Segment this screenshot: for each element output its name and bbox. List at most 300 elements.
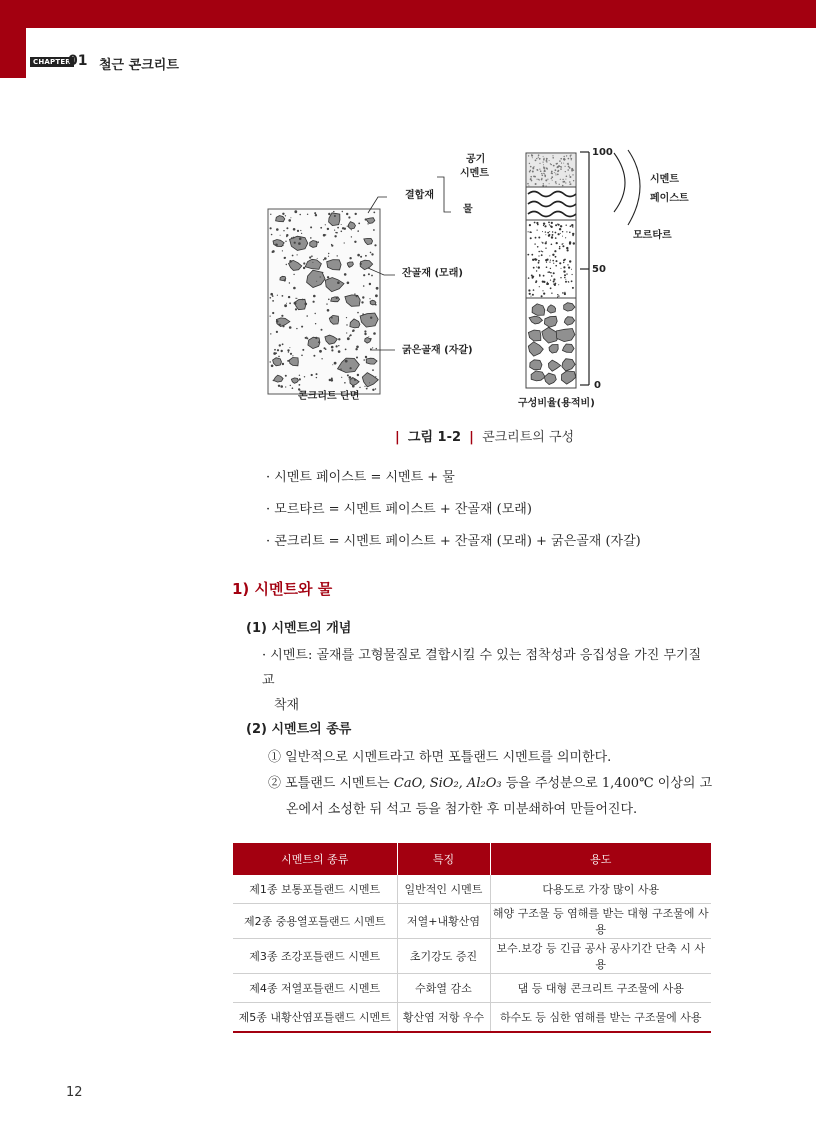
sand-grain	[370, 317, 372, 319]
sand-grain	[533, 289, 535, 291]
sand-grain	[282, 325, 284, 327]
sand-grain	[537, 246, 539, 248]
cell-feature: 수화열 감소	[397, 974, 490, 1003]
sand-grain	[553, 263, 554, 264]
sand-grain	[552, 254, 554, 256]
sand-grain	[346, 324, 347, 325]
sand-grain	[281, 315, 283, 317]
sand-grain	[315, 313, 316, 314]
sand-grain	[274, 349, 276, 351]
cement-types-table	[233, 843, 711, 1033]
sand-grain	[571, 280, 573, 282]
sand-grain	[541, 295, 543, 297]
sand-grain	[543, 225, 544, 226]
ratio-scale	[580, 152, 589, 385]
sand-grain	[559, 246, 560, 247]
caption-number: 그림 1-2	[407, 430, 462, 445]
sand-grain	[560, 263, 562, 265]
sand-grain	[540, 170, 542, 172]
sand-grain	[532, 294, 534, 296]
sand-grain	[326, 303, 327, 304]
sand-grain	[357, 230, 359, 232]
sand-grain	[562, 244, 563, 245]
sand-grain	[570, 225, 572, 227]
sand-grain	[334, 362, 337, 365]
sand-grain	[316, 373, 318, 375]
sand-grain	[336, 345, 338, 347]
sand-grain	[565, 179, 566, 180]
sand-grain	[341, 224, 342, 225]
sand-grain	[368, 273, 370, 275]
sand-grain	[569, 176, 571, 178]
sand-grain	[572, 274, 573, 275]
sand-grain	[281, 350, 283, 352]
sand-grain	[559, 160, 561, 162]
sand-grain	[543, 166, 545, 168]
sand-grain	[375, 294, 378, 297]
sand-grain	[536, 270, 537, 271]
sand-grain	[543, 159, 544, 160]
sand-grain	[542, 175, 544, 177]
sand-grain	[543, 293, 545, 295]
sand-grain	[535, 160, 537, 162]
sand-grain	[549, 262, 550, 263]
aggregate-stone	[549, 345, 558, 354]
sand-grain	[337, 255, 338, 256]
sand-grain	[543, 162, 544, 163]
sand-grain	[375, 376, 376, 377]
sand-grain	[270, 316, 271, 317]
sand-grain	[549, 224, 550, 225]
sand-grain	[555, 169, 557, 171]
sand-grain	[545, 231, 546, 232]
sand-grain	[541, 173, 542, 174]
sand-grain	[544, 225, 546, 227]
sand-grain	[313, 355, 315, 357]
sand-grain	[362, 296, 364, 298]
cement-type-items	[268, 745, 718, 823]
sand-grain	[313, 301, 315, 303]
scale-100: 100	[592, 147, 613, 158]
label-binder: 결합재	[405, 190, 434, 201]
sand-grain	[270, 297, 272, 299]
sand-grain	[549, 231, 550, 232]
sand-grain	[532, 157, 533, 158]
sand-grain	[565, 166, 566, 167]
sand-grain	[375, 304, 377, 306]
sand-grain	[371, 275, 373, 277]
sand-grain	[348, 216, 350, 218]
sand-grain	[288, 219, 291, 222]
bullet-cement-paste	[266, 466, 641, 498]
sand-grain	[548, 271, 550, 273]
sand-grain	[542, 185, 544, 187]
sand-grain	[572, 287, 574, 289]
sand-grain	[550, 287, 552, 289]
sand-grain	[350, 367, 352, 369]
sand-grain	[364, 330, 366, 332]
sand-grain	[562, 181, 564, 183]
sand-grain	[288, 296, 290, 298]
sand-grain	[541, 179, 543, 181]
sand-grain	[347, 374, 349, 376]
sand-grain	[320, 276, 321, 277]
sand-grain	[270, 214, 271, 215]
bracket-cement-paste-1: 시멘트	[650, 174, 679, 185]
cell-feature: 일반적인 시멘트	[397, 875, 490, 904]
sand-grain	[316, 281, 317, 282]
sand-grain	[551, 236, 553, 238]
sand-grain	[565, 279, 566, 280]
sand-grain	[270, 333, 271, 334]
sand-grain	[278, 385, 280, 387]
sand-grain	[289, 302, 291, 304]
sand-grain	[531, 154, 532, 155]
sand-grain	[571, 224, 573, 226]
sand-grain	[566, 247, 568, 249]
sand-grain	[538, 179, 539, 180]
sand-grain	[545, 179, 547, 181]
sand-grain	[563, 270, 565, 272]
sand-grain	[559, 248, 561, 250]
sand-grain	[543, 223, 545, 225]
sand-grain	[304, 376, 305, 377]
top-accent-bar	[0, 0, 816, 28]
sand-grain	[349, 257, 351, 259]
sand-grain	[566, 155, 567, 156]
sand-grain	[539, 158, 541, 160]
sand-grain	[547, 282, 548, 283]
sand-grain	[545, 248, 546, 249]
sand-grain	[344, 228, 346, 230]
sand-grain	[373, 332, 376, 335]
bracket-cement-paste-2: 페이스트	[650, 193, 689, 204]
header-feature: 특징	[397, 843, 490, 875]
aggregate-stone	[556, 329, 575, 342]
sand-grain	[538, 251, 540, 253]
sand-grain	[272, 300, 274, 302]
sand-grain	[539, 163, 540, 164]
sand-grain	[573, 242, 575, 244]
sand-grain	[554, 284, 556, 286]
sand-grain	[528, 155, 529, 156]
sand-grain	[560, 179, 561, 180]
sand-grain	[532, 171, 534, 173]
sand-grain	[371, 253, 373, 255]
sand-grain	[566, 231, 567, 232]
sand-grain	[315, 214, 317, 216]
sand-grain	[531, 296, 532, 297]
sand-grain	[545, 234, 546, 235]
concrete-composition-figure	[250, 140, 710, 415]
sand-grain	[282, 363, 284, 365]
sand-grain	[549, 160, 550, 161]
sand-grain	[563, 266, 565, 268]
item-2-text-b: 등을 주성분으로 1,400℃ 이상의 고	[501, 776, 713, 791]
sand-grain	[527, 254, 529, 256]
sand-grain	[537, 179, 538, 180]
sand-grain	[562, 245, 564, 247]
sand-grain	[531, 180, 533, 182]
sand-grain	[550, 260, 551, 261]
sand-grain	[544, 170, 546, 172]
sand-grain	[344, 382, 346, 384]
sand-grain	[282, 250, 283, 251]
label-cement: 시멘트	[460, 168, 489, 179]
sand-grain	[289, 260, 292, 263]
sand-grain	[555, 174, 556, 175]
sand-grain	[367, 223, 368, 224]
sand-grain	[543, 164, 544, 165]
sand-grain	[566, 176, 568, 178]
sand-grain	[572, 226, 573, 227]
sand-grain	[352, 385, 355, 388]
cell-type: 제5종 내황산염포틀랜드 시멘트	[233, 1003, 397, 1033]
sand-grain	[333, 211, 334, 212]
sand-grain	[557, 224, 558, 225]
sand-grain	[364, 386, 365, 387]
item-1: ① 일반적으로 시멘트라고 하면 포틀랜드 시멘트를 의미한다.	[268, 750, 612, 765]
sand-grain	[553, 281, 555, 283]
sand-grain	[294, 210, 297, 213]
sand-grain	[329, 379, 331, 381]
sand-grain	[566, 273, 567, 274]
sand-grain	[566, 225, 567, 226]
sand-grain	[365, 356, 367, 358]
sand-grain	[290, 217, 291, 218]
item-2	[268, 771, 718, 797]
sand-grain	[552, 235, 553, 236]
sand-grain	[553, 165, 555, 167]
sand-grain	[346, 317, 347, 318]
sand-grain	[528, 185, 529, 186]
sand-grain	[534, 258, 536, 260]
sand-grain	[536, 169, 538, 171]
sand-grain	[298, 242, 301, 245]
sand-grain	[286, 227, 288, 229]
sand-grain	[527, 183, 529, 185]
sand-grain	[295, 298, 296, 299]
sand-grain	[358, 223, 360, 225]
sand-grain	[376, 348, 377, 349]
ratio-caption: 구성비율(용적비)	[518, 398, 595, 409]
sand-grain	[299, 214, 301, 216]
sand-grain	[535, 281, 537, 283]
sand-grain	[370, 252, 372, 254]
sand-grain	[276, 331, 278, 333]
sand-grain	[548, 234, 550, 236]
sand-grain	[533, 168, 535, 170]
scale-50: 50	[592, 264, 606, 275]
sand-grain	[369, 283, 371, 285]
sand-grain	[533, 166, 534, 167]
sand-grain	[271, 365, 274, 368]
sand-grain	[560, 158, 562, 160]
sand-grain	[369, 298, 370, 299]
sand-grain	[569, 175, 570, 176]
sand-grain	[293, 228, 296, 231]
aggregate-stone	[276, 216, 285, 222]
sand-grain	[311, 374, 313, 376]
sand-grain	[285, 241, 286, 242]
sand-grain	[285, 386, 286, 387]
sand-grain	[288, 352, 289, 353]
label-fine-aggregate: 잔골재 (모래)	[402, 268, 463, 279]
sand-grain	[289, 326, 292, 329]
sand-grain	[309, 256, 311, 258]
definition-line-2: 착재	[274, 698, 300, 713]
sand-grain	[555, 224, 557, 226]
sand-grain	[363, 274, 365, 276]
sand-grain	[372, 369, 374, 371]
sand-grain	[331, 346, 334, 349]
cell-type: 제1종 보통포틀랜드 시멘트	[233, 875, 397, 904]
sand-grain	[337, 281, 340, 284]
sand-grain	[567, 163, 568, 164]
sand-grain	[356, 295, 358, 297]
sand-grain	[557, 170, 559, 172]
sand-grain	[528, 277, 530, 279]
sand-grain	[542, 242, 544, 244]
sand-grain	[289, 282, 290, 283]
sand-grain	[311, 255, 313, 257]
cell-type: 제2종 중용열포틀랜드 시멘트	[233, 904, 397, 939]
sand-grain	[284, 257, 286, 259]
cement-definition	[262, 643, 717, 718]
sand-grain	[558, 233, 560, 235]
sand-grain	[561, 166, 563, 168]
sand-grain	[282, 295, 284, 297]
sand-grain	[560, 233, 561, 234]
sand-grain	[321, 358, 322, 359]
sand-grain	[290, 385, 291, 386]
sand-grain	[338, 350, 341, 353]
sand-grain	[331, 317, 333, 319]
sand-grain	[553, 278, 555, 280]
sand-grain	[538, 237, 540, 239]
sand-grain	[355, 213, 357, 215]
cell-feature: 저열+내황산염	[397, 904, 490, 939]
sand-grain	[299, 237, 302, 240]
sand-grain	[276, 228, 279, 231]
sand-grain	[275, 244, 278, 247]
sand-grain	[369, 382, 370, 383]
sand-grain	[551, 176, 553, 178]
section-title: 1) 시멘트와 물	[232, 580, 333, 598]
sand-grain	[547, 179, 548, 180]
sand-grain	[295, 308, 297, 310]
sand-grain	[331, 349, 333, 351]
sand-grain	[331, 244, 332, 245]
sand-grain	[530, 237, 532, 239]
sand-grain	[556, 183, 557, 184]
sand-grain	[351, 236, 352, 237]
sand-grain	[559, 228, 561, 230]
sand-grain	[294, 302, 297, 305]
chapter-badge: CHAPTER	[30, 57, 74, 67]
table-header-row	[233, 843, 711, 875]
sand-grain	[301, 326, 303, 328]
bullet-mortar	[266, 498, 641, 530]
sand-grain	[348, 266, 350, 268]
sand-grain	[565, 237, 566, 238]
sand-grain	[299, 378, 301, 380]
sand-grain	[536, 267, 537, 268]
sand-grain	[279, 344, 281, 346]
sand-grain	[562, 179, 563, 180]
sand-grain	[307, 214, 308, 215]
sand-grain	[321, 329, 323, 331]
sand-grain	[546, 158, 548, 160]
sand-grain	[552, 260, 554, 262]
sand-grain	[282, 343, 284, 345]
sand-grain	[310, 237, 312, 239]
sand-grain	[359, 387, 360, 388]
sand-grain	[533, 176, 535, 178]
sand-grain	[546, 185, 547, 186]
sand-grain	[562, 231, 563, 232]
sand-grain	[282, 213, 284, 215]
sand-grain	[557, 294, 558, 295]
sand-grain	[277, 295, 278, 296]
sand-grain	[558, 284, 559, 285]
sand-grain	[272, 250, 275, 253]
bullet-formula: = 시멘트 + 물	[366, 470, 455, 485]
sand-grain	[325, 224, 326, 225]
sand-grain	[334, 235, 336, 237]
sand-grain	[562, 236, 563, 237]
sand-grain	[327, 276, 329, 278]
sand-grain	[284, 304, 287, 307]
sand-grain	[284, 279, 286, 281]
sand-grain	[325, 234, 326, 235]
scale-0: 0	[594, 380, 601, 391]
sand-grain	[569, 232, 571, 234]
cell-feature: 초기강도 증진	[397, 939, 490, 974]
sand-grain	[541, 251, 542, 252]
caption-bar-left: |	[395, 430, 400, 445]
aggregate-stone	[370, 300, 376, 305]
item-2-line-2: 온에서 소성한 뒤 석고 등을 첨가한 후 미분쇄하여 만들어진다.	[286, 802, 638, 817]
sand-grain	[555, 237, 557, 239]
sand-grain	[296, 298, 297, 299]
sand-grain	[365, 218, 367, 220]
sand-grain	[561, 268, 562, 269]
sand-grain	[567, 169, 569, 171]
sand-grain	[538, 154, 540, 156]
sand-grain	[280, 385, 283, 388]
sand-grain	[303, 262, 305, 264]
sand-grain	[546, 266, 548, 268]
sand-grain	[558, 295, 559, 296]
sand-grain	[306, 337, 308, 339]
table-row	[233, 1003, 711, 1033]
table-row	[233, 939, 711, 974]
sand-grain	[346, 213, 348, 215]
sand-grain	[572, 174, 573, 175]
sand-grain	[534, 243, 535, 244]
sand-grain	[354, 379, 356, 381]
sand-grain	[287, 349, 289, 351]
figure-caption	[395, 426, 574, 445]
sand-grain	[363, 285, 365, 287]
sand-grain	[328, 256, 329, 257]
sand-grain	[347, 337, 350, 340]
sand-grain	[565, 182, 566, 183]
sand-grain	[299, 384, 301, 386]
sand-grain	[530, 170, 532, 172]
sand-grain	[563, 262, 564, 263]
